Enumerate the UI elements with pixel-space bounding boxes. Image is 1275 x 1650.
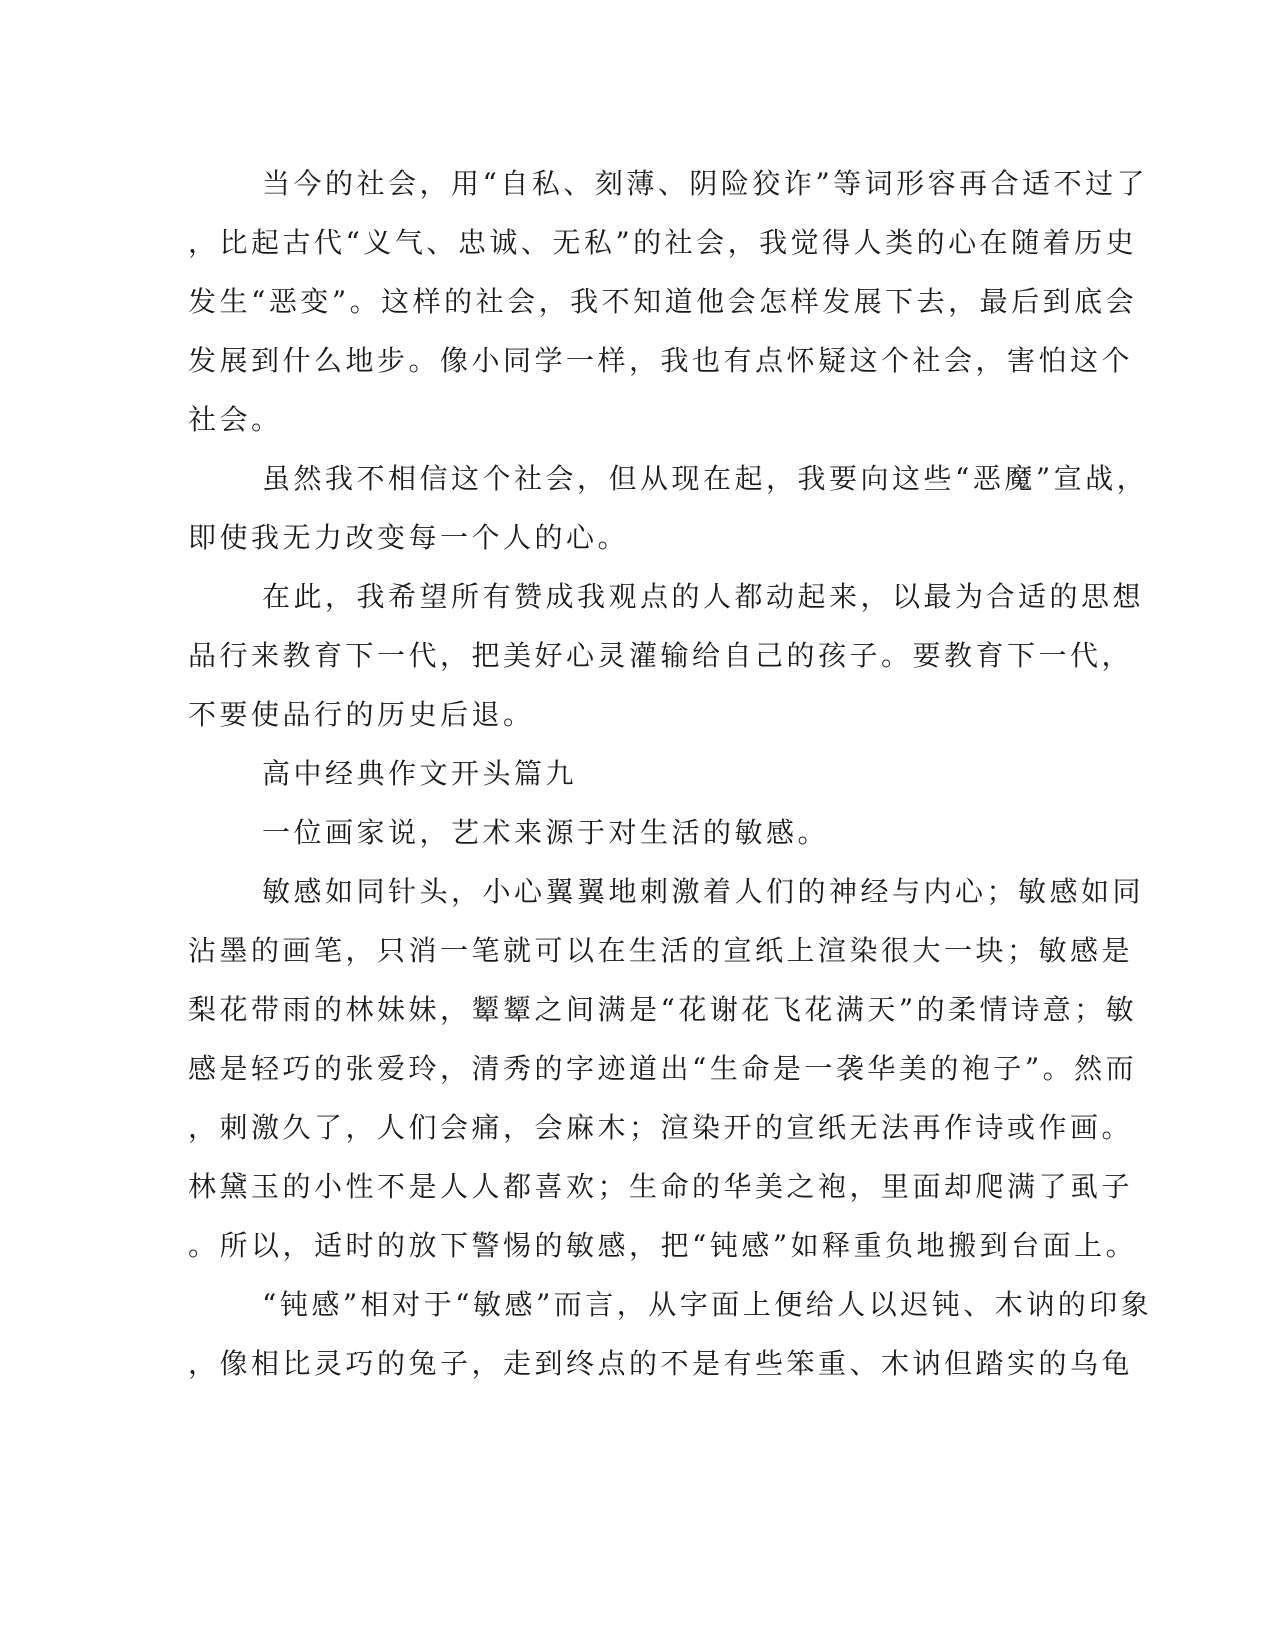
text-line: 梨花带雨的林妹妹，颦颦之间满是“花谢花飞花满天”的柔情诗意；敏 (188, 993, 1138, 1026)
text-line: 虽然我不相信这个社会，但从现在起，我要向这些“恶魔”宣战， (262, 462, 1149, 495)
text-line: 社会。 (188, 403, 283, 436)
text-line: 一位画家说，艺术来源于对生活的敏感。 (262, 816, 830, 849)
text-line: 当今的社会，用“自私、刻薄、阴险狡诈”等词形容再合适不过了 (262, 167, 1149, 200)
text-line: 。所以，适时的放下警惕的敏感，把“钝感”如释重负地搬到台面上。 (188, 1229, 1138, 1262)
text-line: 即使我无力改变每一个人的心。 (188, 521, 630, 554)
text-line: 感是轻巧的张爱玲，清秀的字迹道出“生命是一袭华美的袍子”。然而 (188, 1052, 1138, 1085)
text-line: ，刺激久了，人们会痛，会麻木；渲染开的宣纸无法再作诗或作画。 (188, 1111, 1134, 1144)
text-line: 不要使品行的历史后退。 (188, 698, 535, 731)
text-line: 沾墨的画笔，只消一笔就可以在生活的宣纸上渲染很大一块；敏感是 (188, 934, 1134, 967)
section-heading: 高中经典作文开头篇九 (262, 757, 578, 790)
text-line: 品行来教育下一代，把美好心灵灌输给自己的孩子。要教育下一代， (188, 639, 1134, 672)
text-line: “钝感”相对于“敏感”而言，从字面上便给人以迟钝、木讷的印象 (262, 1288, 1153, 1321)
text-line: 发生“恶变”。这样的社会，我不知道他会怎样发展下去，最后到底会 (188, 285, 1138, 318)
text-line: 林黛玉的小性不是人人都喜欢；生命的华美之袍，里面却爬满了虱子 (188, 1170, 1134, 1203)
text-line: ，比起古代“义气、忠诚、无私”的社会，我觉得人类的心在随着历史 (188, 226, 1138, 259)
text-line: 发展到什么地步。像小同学一样，我也有点怀疑这个社会，害怕这个 (188, 344, 1134, 377)
text-line: ，像相比灵巧的兔子，走到终点的不是有些笨重、木讷但踏实的乌龟 (188, 1347, 1134, 1380)
text-line: 敏感如同针头，小心翼翼地刺激着人们的神经与内心；敏感如同 (262, 875, 1145, 908)
text-line: 在此，我希望所有赞成我观点的人都动起来，以最为合适的思想 (262, 580, 1145, 613)
